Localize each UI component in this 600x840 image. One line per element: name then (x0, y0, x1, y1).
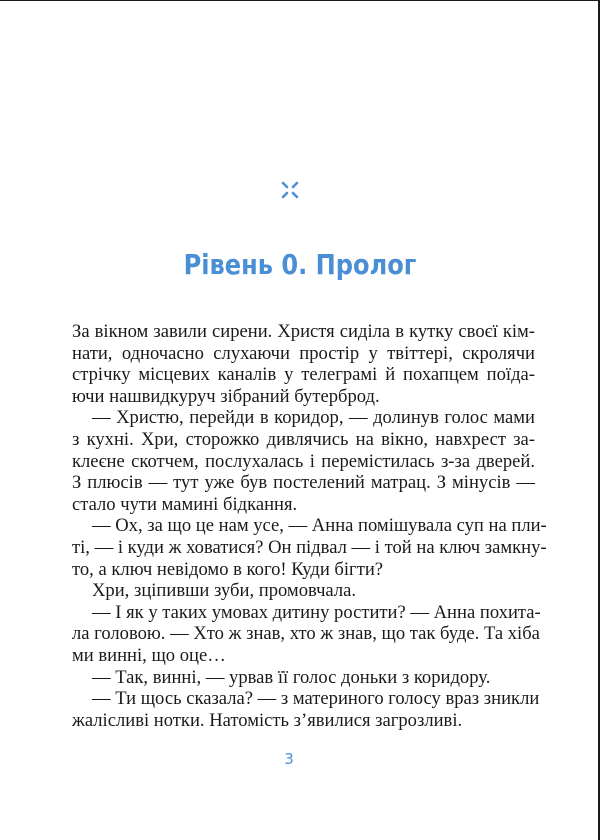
text-line: то, а ключ невідомо в кого! Куди бігти? (72, 558, 384, 580)
chapter-body-text (72, 321, 547, 731)
text-line: Хри, зціпивши зуби, промовчала. (92, 580, 357, 602)
text-line: стрічку місцевих каналів у телеграмі й похапцем поїда- (72, 364, 535, 386)
text-line: З плюсів — тут уже був постелений матрац. З мінусів — (72, 472, 535, 494)
text-line: ла головою. — Хто ж знав, хто ж знав, що так буде. Та хіба (72, 623, 540, 645)
chapter-title: Рівень 0. Пролог (183, 248, 417, 281)
page-edge-top (0, 0, 600, 1)
text-line: клеєне скотчем, послухалась і перемістилась з-за дверей. (72, 450, 535, 472)
x-burst-ornament-icon (280, 180, 300, 200)
text-line: стало чути мамині бідкання. (72, 493, 298, 515)
text-line: — І як у таких умовах дитину ростити? — Анна похита- (92, 601, 541, 623)
text-line: — Ти щось сказала? — з материного голосу враз зникли (92, 688, 540, 710)
text-line: нати, одночасно слухаючи простір у твіттері, скролячи (72, 342, 535, 364)
text-line: — Ох, за що це нам усе, — Анна помішувала суп на пли- (92, 515, 547, 537)
text-line: ючи нашвидкуруч зібраний бутерброд. (72, 385, 380, 407)
text-line: ми винні, що оце… (72, 644, 226, 666)
text-line: жалісливі нотки. Натомість з’явилися загрозливі. (72, 709, 463, 731)
text-line: — Христю, перейди в коридор, — долинув голос мами (92, 407, 535, 429)
page-number: 3 (284, 750, 294, 768)
text-line: ті, — і куди ж ховатися? Он підвал — і той на ключ замкну- (72, 536, 547, 558)
text-line: з кухні. Хри, сторожко дивлячись на вікно, навхрест за- (72, 428, 535, 450)
text-line: — Так, винні, — урвав її голос доньки з коридору. (92, 666, 491, 688)
text-line: За вікном завили сирени. Христя сиділа в кутку своєї кім- (72, 321, 535, 342)
